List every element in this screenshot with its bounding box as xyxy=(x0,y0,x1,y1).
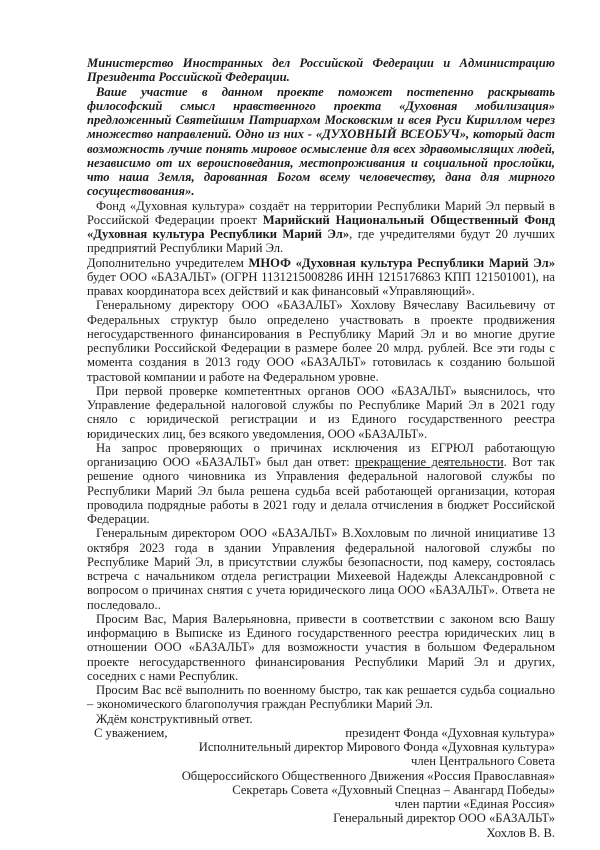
paragraph: Дополнительно учредителем МНОФ «Духовная культура Республики Марий Эл» будет ООО «БАЗАЛЬТ» (ОГРН 1131215008286 ИНН 1215176863 КПП 121501001), на правах координатора всех действий и как финансовый «Управляющий». xyxy=(87,255,555,298)
signature-line: член партии «Единая Россия» xyxy=(394,797,555,811)
document-body xyxy=(87,56,555,726)
signature-block xyxy=(87,740,555,840)
closing-salutation: С уважением, xyxy=(94,725,168,740)
paragraph: Ваше участие в данном проекте поможет постепенно раскрывать философский смысл нравственного проекта «Духовная мобилизация» предложенный Святейшим Патриархом Московским и всея Руси Кириллом через множество направлений. Одно из них - «ДУХОВНЫЙ ВСЕОБУЧ», который даст возможность лучше понять мировое осмысление для всех здравомыслящих людей, независимо от их вероисповедания, местопроживания и социальной прослойки, что наша Земля, дарованная Богом всему человечеству, дана для мирного сосуществования». xyxy=(87,84,555,199)
paragraph: Генеральному директору ООО «БАЗАЛЬТ» Хохлову Вячеславу Васильевичу от Федеральных структур было определено участвовать в проекте продвижения негосударственного финансирования в Республику Марий Эл и во многие другие республики Российской Федерации в размере более 20 млрд. рублей. Все эти годы с момента создания в 2013 году ООО «БАЗАЛЬТ» готовилась к созданию большой трастовой компании и работе на Федеральном уровне. xyxy=(87,298,555,384)
paragraph: Министерство Иностранных дел Российской Федерации и Администрацию Президента Российской Федерации. xyxy=(87,56,555,85)
signature-line: Хохлов В. В. xyxy=(486,825,555,840)
paragraph: Ждём конструктивный ответ. xyxy=(96,711,253,726)
signature-line: Исполнительный директор Мирового Фонда «Духовная культура» xyxy=(198,740,555,754)
signature-line: Генеральный директор ООО «БАЗАЛЬТ» xyxy=(333,811,555,826)
paragraph: Просим Вас, Мария Валерьяновна, привести в соответствии с законом всю Вашу информацию в Выписке из Единого государственного реестра юридических лиц в отношении ООО «БАЗАЛЬТ» для возможности участия в большом Федеральном проекте негосударственного финансирования Республики Марий Эл и других, соседних с нами Республик. xyxy=(87,611,555,683)
closing-row xyxy=(87,726,555,740)
signature-line: Общероссийского Общественного Движения «Россия Православная» xyxy=(181,768,555,783)
signature-line: Секретарь Совета «Духовный Спецназ – Авангард Победы» xyxy=(232,782,555,797)
paragraph: На запрос проверяющих о причинах исключения из ЕГРЮЛ работающую организацию ООО «БАЗАЛЬТ» был дан ответ: прекращение деятельности. Вот так решение одного чиновника из Управления федеральной налоговой службы по Республики Марий Эл была решена судьба всей работающей организации, которая проводила подрядные работы в 2021 году и делала отчисления в бюджет Российской Федерации. xyxy=(87,440,555,526)
paragraph: При первой проверке компетентных органов ООО «БАЗАЛЬТ» выяснилось, что Управление федеральной налоговой службы по Республике Марий Эл в 2021 году сняло с юридической регистрации и из Единого государственного реестра юридических лиц, без всякого уведомления, ООО «БАЗАЛЬТ». xyxy=(87,383,555,441)
paragraph: Просим Вас всё выполнить по военному быстро, так как решается судьба социально – экономического благополучия граждан Республики Марий Эл. xyxy=(87,683,555,712)
paragraph: Генеральным директором ООО «БАЗАЛЬТ» В.Хохловым по личной инициативе 13 октября 2023 года в здании Управления федеральной налоговой службы по Республике Марий Эл, в присутствии службы безопасности, под камеру, состоялась встреча с начальником отдела регистрации Михеевой Надежды Александровной с вопросом о причинах снятия с учета юридического лица ООО «БАЗАЛЬТ». Ответа не последовало.. xyxy=(87,526,555,612)
paragraph: Фонд «Духовная культура» создаёт на территории Республики Марий Эл первый в Российской Федерации проект Марийский Национальный Общественный Фонд «Духовная культура Республики Марий Эл», где учредителями будут 20 лучших предприятий Республики Марий Эл. xyxy=(87,198,556,256)
signature-line: член Центрального Совета xyxy=(411,754,555,769)
signature-line: президент Фонда «Духовная культура» xyxy=(345,725,555,740)
